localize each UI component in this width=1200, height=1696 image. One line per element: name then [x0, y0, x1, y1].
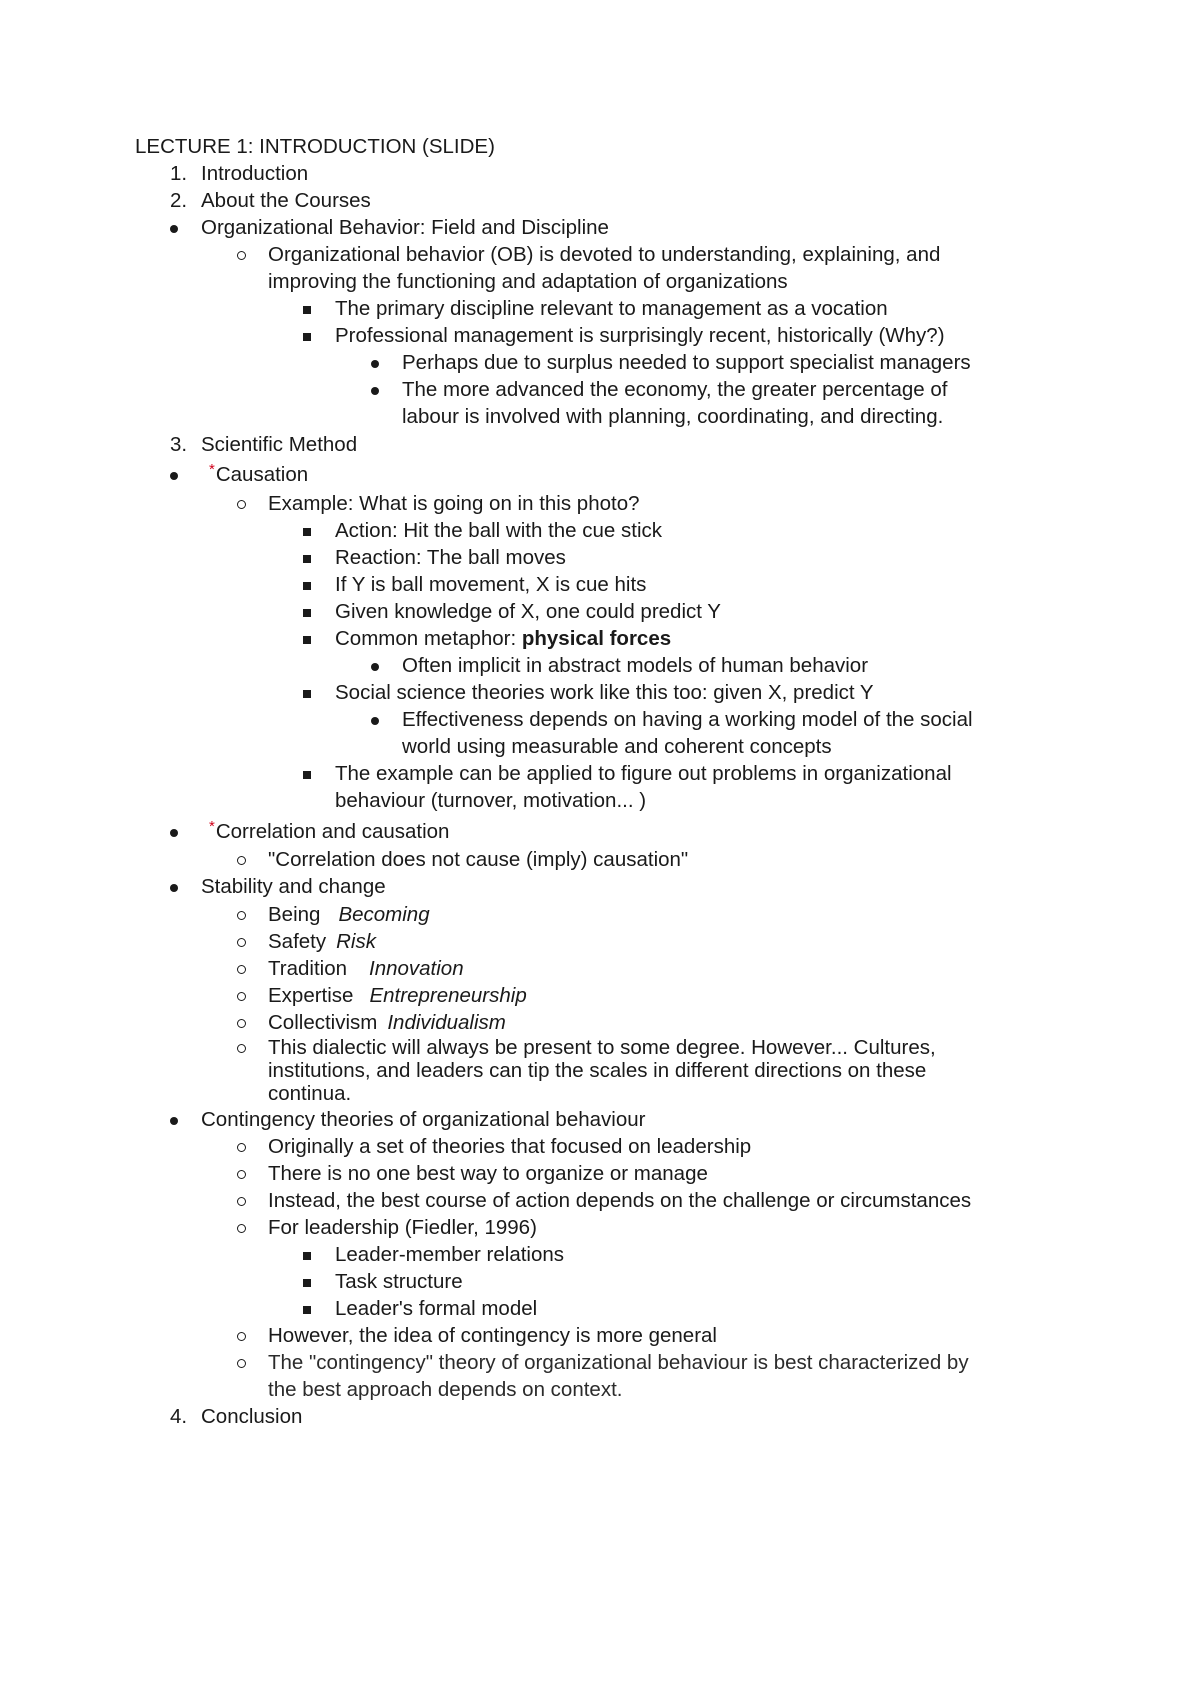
list-item — [335, 1295, 537, 1323]
item-text: Given knowledge of X, one could predict Y — [335, 600, 721, 623]
item-text: Effectiveness depends on having a working model of the social — [402, 708, 973, 731]
list-item — [335, 1241, 564, 1269]
pair-item — [268, 955, 464, 983]
item-text: Often implicit in abstract models of human behavior — [402, 654, 869, 677]
circle-bullet-icon — [237, 251, 246, 260]
item-text: Action: Hit the ball with the cue stick — [335, 519, 663, 542]
pair-left: Expertise — [268, 984, 354, 1007]
circle-bullet-icon — [237, 1224, 246, 1233]
item-text: Leader-member relations — [335, 1243, 565, 1266]
circle-bullet-icon — [237, 1359, 246, 1368]
pair-item — [268, 928, 376, 956]
square-bullet-icon — [303, 1306, 311, 1314]
item-text: Reaction: The ball moves — [335, 546, 566, 569]
item-text: Task structure — [335, 1270, 463, 1293]
list-item — [335, 517, 662, 545]
list-item — [268, 241, 940, 269]
bullet-icon — [371, 387, 379, 395]
circle-bullet-icon — [237, 1197, 246, 1206]
pair-right: Becoming — [338, 903, 430, 926]
square-bullet-icon — [303, 555, 311, 563]
circle-bullet-icon — [237, 1143, 246, 1152]
item-text: Scientific Method — [201, 433, 358, 456]
item-text: Causation — [215, 463, 309, 486]
item-text: Originally a set of theories that focused on leadership — [268, 1135, 752, 1158]
item-text: Leader's formal model — [335, 1297, 538, 1320]
list-item — [268, 1036, 936, 1060]
list-item — [402, 349, 971, 377]
item-text: Correlation and causation — [215, 820, 450, 843]
list-item — [335, 679, 874, 707]
list-item-continuation: world using measurable and coherent concepts — [402, 735, 832, 758]
list-item — [268, 1160, 708, 1188]
bullet-icon — [170, 829, 178, 837]
item-number: 1. — [170, 162, 188, 185]
list-item — [335, 295, 888, 323]
list-item-continuation: labour is involved with planning, coordinating, and directing. — [402, 405, 944, 428]
pair-left: Being — [268, 903, 321, 926]
circle-bullet-icon — [237, 1332, 246, 1341]
list-item — [201, 818, 449, 846]
bullet-icon — [170, 1117, 178, 1125]
square-bullet-icon — [303, 582, 311, 590]
bullet-icon — [371, 663, 379, 671]
circle-bullet-icon — [237, 911, 246, 920]
circle-bullet-icon — [237, 856, 246, 865]
item-text: There is no one best way to organize or manage — [268, 1162, 708, 1185]
list-item — [335, 760, 952, 788]
square-bullet-icon — [303, 1279, 311, 1287]
list-item — [335, 598, 721, 626]
list-item — [268, 490, 640, 518]
list-item — [201, 873, 386, 901]
square-bullet-icon — [303, 528, 311, 536]
numbered-item-1 — [170, 160, 309, 188]
bullet-icon — [371, 717, 379, 725]
list-item — [201, 214, 609, 242]
list-item — [201, 1106, 645, 1134]
item-number: 2. — [170, 189, 188, 212]
square-bullet-icon — [303, 636, 311, 644]
item-text: Common metaphor: — [335, 627, 522, 650]
pair-left: Collectivism — [268, 1011, 378, 1034]
list-item — [268, 846, 688, 874]
item-text: For leadership (Fiedler, 1996) — [268, 1216, 537, 1239]
list-item — [402, 706, 973, 734]
item-text: About the Courses — [201, 189, 371, 212]
list-item — [201, 461, 308, 489]
list-item — [402, 652, 868, 680]
pair-right: Individualism — [387, 1011, 506, 1034]
item-text: "Correlation does not cause (imply) causation" — [268, 848, 689, 871]
list-item — [268, 1349, 969, 1377]
item-text: The primary discipline relevant to management as a vocation — [335, 297, 888, 320]
list-item — [268, 1187, 971, 1215]
circle-bullet-icon — [237, 965, 246, 974]
square-bullet-icon — [303, 690, 311, 698]
circle-bullet-icon — [237, 1170, 246, 1179]
pair-item — [268, 1009, 506, 1037]
pair-right: Risk — [336, 930, 376, 953]
bullet-icon — [170, 225, 178, 233]
item-text: Organizational Behavior: Field and Discipline — [201, 216, 609, 239]
pair-item — [268, 901, 430, 929]
square-bullet-icon — [303, 1252, 311, 1260]
numbered-item-2 — [170, 187, 371, 215]
item-text: The "contingency" theory of organizational behaviour is best characterized by — [268, 1351, 969, 1374]
item-text: Contingency theories of organizational behaviour — [201, 1108, 646, 1131]
item-text: Professional management is surprisingly recent, historically (Why?) — [335, 324, 945, 347]
pair-item — [268, 982, 527, 1010]
square-bullet-icon — [303, 306, 311, 314]
list-item-continuation: behaviour (turnover, motivation... ) — [335, 789, 647, 812]
item-number: 4. — [170, 1405, 188, 1428]
circle-bullet-icon — [237, 938, 246, 947]
list-item — [335, 322, 945, 350]
item-text: Perhaps due to surplus needed to support specialist managers — [402, 351, 971, 374]
square-bullet-icon — [303, 609, 311, 617]
item-text: The more advanced the economy, the greater percentage of — [402, 378, 948, 401]
list-item — [402, 376, 947, 404]
list-item — [335, 1268, 463, 1296]
item-text: Social science theories work like this too: given X, predict Y — [335, 681, 874, 704]
circle-bullet-icon — [237, 992, 246, 1001]
pair-left: Tradition — [268, 957, 347, 980]
item-text: Conclusion — [201, 1405, 303, 1428]
list-item-continuation: the best approach depends on context. — [268, 1378, 623, 1401]
item-text: Stability and change — [201, 875, 386, 898]
item-text: Example: What is going on in this photo? — [268, 492, 640, 515]
item-text: However, the idea of contingency is more general — [268, 1324, 717, 1347]
list-item — [335, 625, 671, 653]
list-item — [268, 1214, 537, 1242]
asterisk-mark: * — [209, 818, 215, 835]
list-item — [268, 1322, 717, 1350]
bullet-icon — [371, 360, 379, 368]
circle-bullet-icon — [237, 1019, 246, 1028]
bullet-icon — [170, 884, 178, 892]
pair-right: Entrepreneurship — [369, 984, 527, 1007]
list-item-continuation: continua. — [268, 1082, 352, 1105]
square-bullet-icon — [303, 771, 311, 779]
list-item — [335, 544, 566, 572]
asterisk-mark: * — [209, 461, 215, 478]
pair-right: Innovation — [369, 957, 464, 980]
item-number: 3. — [170, 433, 188, 456]
list-item — [335, 571, 646, 599]
page-title: LECTURE 1: INTRODUCTION (SLIDE) — [135, 135, 495, 158]
pair-left: Safety — [268, 930, 327, 953]
list-item — [268, 1133, 751, 1161]
bullet-icon — [170, 472, 178, 480]
numbered-item-3 — [170, 431, 358, 459]
item-text: Instead, the best course of action depends on the challenge or circumstances — [268, 1189, 972, 1212]
item-text: The example can be applied to figure out problems in organizational — [335, 762, 952, 785]
item-text: If Y is ball movement, X is cue hits — [335, 573, 647, 596]
circle-bullet-icon — [237, 500, 246, 509]
item-text: This dialectic will always be present to some degree. However... Cultures, — [268, 1036, 936, 1059]
numbered-item-4 — [170, 1403, 303, 1431]
list-item-continuation: improving the functioning and adaptation of organizations — [268, 270, 788, 293]
square-bullet-icon — [303, 333, 311, 341]
bold-text: physical forces — [521, 627, 672, 650]
item-text: Introduction — [201, 162, 309, 185]
circle-bullet-icon — [237, 1044, 246, 1053]
list-item-continuation: institutions, and leaders can tip the scales in different directions on these — [268, 1059, 927, 1082]
item-text: Organizational behavior (OB) is devoted to understanding, explaining, and — [268, 243, 941, 266]
